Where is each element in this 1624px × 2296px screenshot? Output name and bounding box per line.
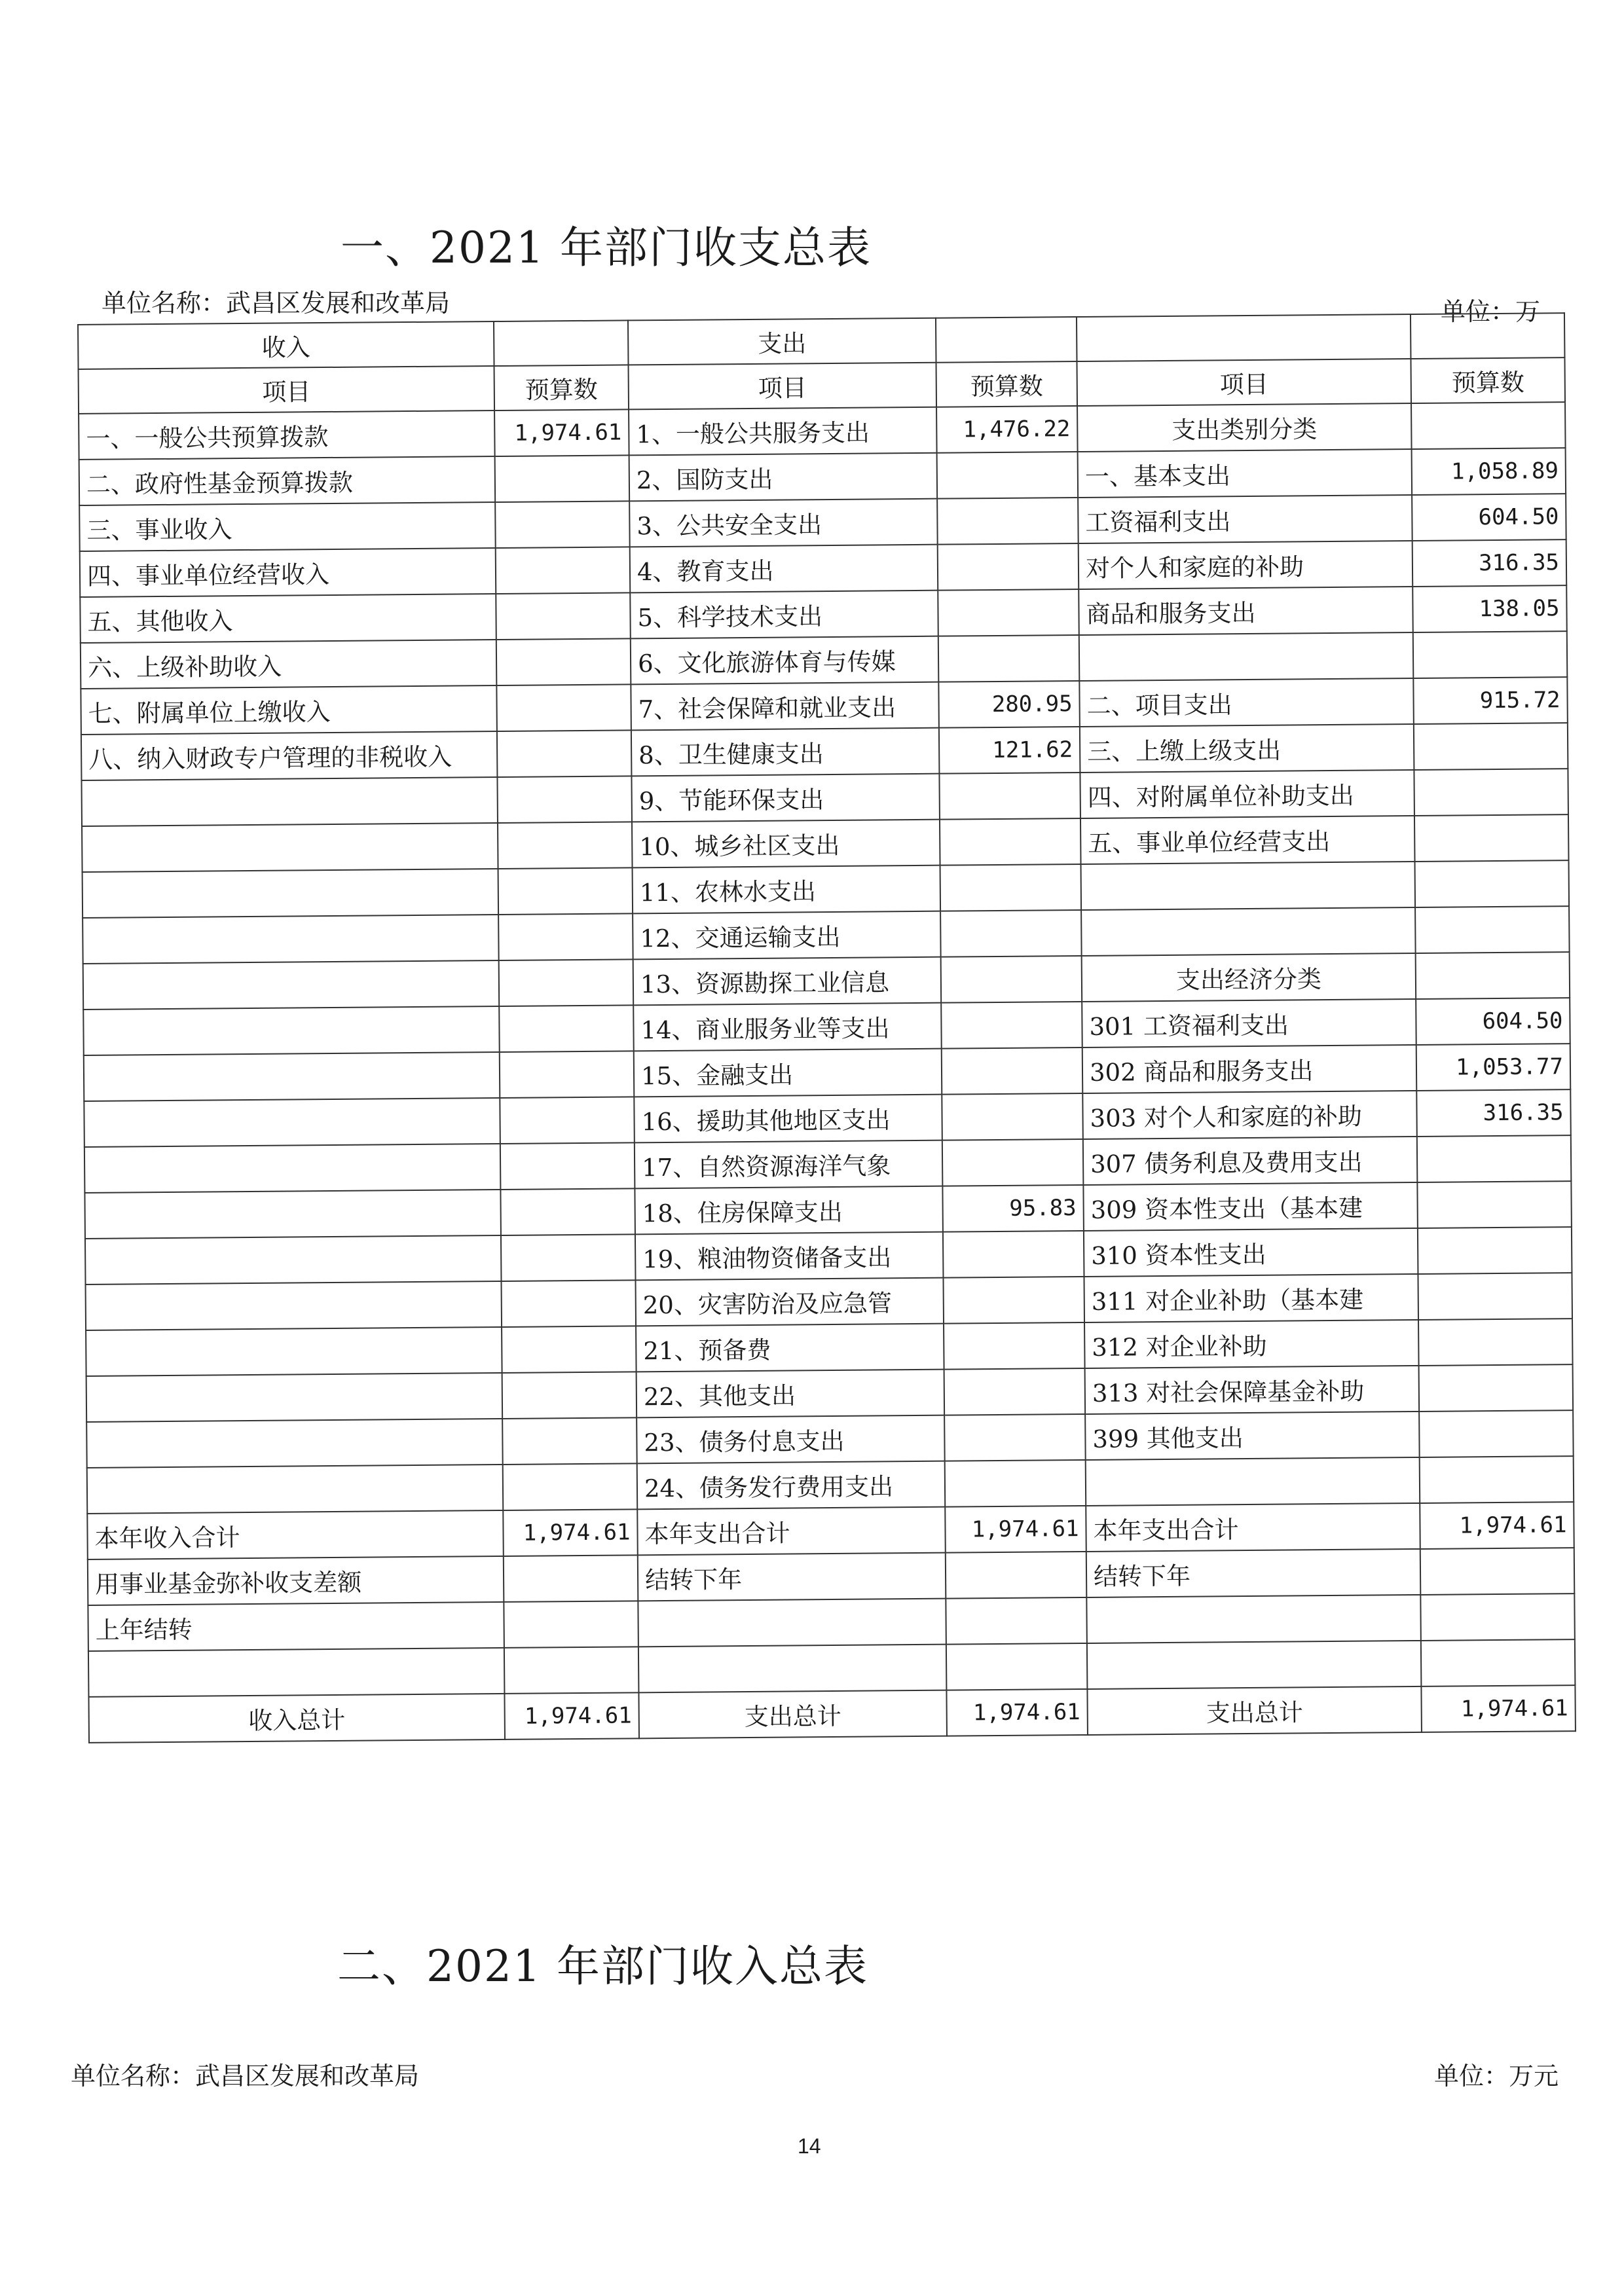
page-number: 14 bbox=[798, 2134, 821, 2158]
cell-c: 6、文化旅游体育与传媒 bbox=[631, 636, 939, 685]
cell-b bbox=[504, 1601, 638, 1648]
cell-e bbox=[1081, 907, 1416, 956]
cell-e: 302 商品和服务支出 bbox=[1082, 1045, 1417, 1093]
cell-a bbox=[83, 869, 499, 918]
cell-b bbox=[502, 1280, 637, 1327]
cell-d: 1,476.22 bbox=[936, 406, 1078, 453]
cell-e: 307 债务利息及费用支出 bbox=[1083, 1137, 1418, 1185]
cell-a: 六、上级补助收入 bbox=[81, 640, 497, 689]
cell-f bbox=[1413, 631, 1568, 678]
cell-c: 21、预备费 bbox=[636, 1324, 944, 1372]
cell-f bbox=[1417, 1135, 1572, 1182]
cell-c: 5、科学技术支出 bbox=[630, 591, 938, 639]
cell-f bbox=[1420, 1548, 1575, 1595]
cell-a bbox=[86, 1327, 502, 1376]
cell-f: 915.72 bbox=[1413, 677, 1568, 724]
page-title: 一、2021 年部门收支总表 bbox=[341, 223, 872, 273]
item-header: 项目 bbox=[1077, 359, 1411, 406]
cell-e: 313 对社会保障基金补助 bbox=[1085, 1366, 1420, 1414]
cell-c: 12、交通运输支出 bbox=[633, 911, 941, 960]
cell-a bbox=[83, 915, 499, 964]
cell-d bbox=[944, 1414, 1086, 1461]
cell-d bbox=[943, 1231, 1084, 1278]
cell-e: 支出类别分类 bbox=[1077, 403, 1412, 452]
cell-b bbox=[504, 1647, 639, 1694]
cell-f bbox=[1421, 1639, 1576, 1686]
unit-name-label: 单位名称：武昌区发展和改革局 bbox=[101, 289, 451, 318]
cell-d bbox=[946, 1597, 1087, 1645]
cell-a bbox=[83, 960, 500, 1010]
currency-unit-label-2: 单位：万元 bbox=[1434, 2062, 1559, 2090]
cell-c: 24、债务发行费用支出 bbox=[637, 1461, 946, 1510]
cell-f bbox=[1415, 860, 1570, 907]
cell-f: 1,974.61 bbox=[1420, 1502, 1574, 1549]
cell-d bbox=[937, 452, 1079, 499]
cell-f bbox=[1419, 1364, 1574, 1412]
cell-b bbox=[504, 1555, 638, 1602]
cell-a bbox=[85, 1235, 502, 1285]
cell-a bbox=[84, 1190, 501, 1239]
budget-header: 预算数 bbox=[1411, 357, 1565, 403]
cell-a bbox=[84, 1052, 500, 1101]
cell-d bbox=[939, 773, 1080, 820]
cell-e bbox=[1086, 1595, 1421, 1643]
cell-c: 22、其他支出 bbox=[637, 1370, 945, 1418]
cell-f: 1,053.77 bbox=[1416, 1044, 1571, 1091]
cell-f: 316.35 bbox=[1416, 1089, 1571, 1137]
cell-e: 309 资本性支出（基本建 bbox=[1083, 1182, 1418, 1231]
income-header: 收入 bbox=[78, 321, 494, 369]
cell-d bbox=[938, 543, 1079, 591]
cell-e: 支出总计 bbox=[1087, 1686, 1422, 1735]
cell-c: 10、城乡社区支出 bbox=[632, 820, 940, 868]
cell-e: 303 对个人和家庭的补助 bbox=[1082, 1091, 1417, 1139]
cell-c: 20、灾害防治及应急管 bbox=[635, 1278, 944, 1326]
cell-f bbox=[1415, 906, 1570, 953]
cell-c: 13、资源勘探工业信息 bbox=[633, 957, 942, 1006]
cell-d bbox=[942, 1093, 1083, 1140]
cell-c: 1、一般公共服务支出 bbox=[629, 407, 937, 456]
cell-f bbox=[1414, 814, 1569, 862]
item-header: 项目 bbox=[79, 366, 495, 414]
cell-d bbox=[942, 1139, 1084, 1186]
cell-b: 1,974.61 bbox=[494, 409, 629, 456]
cell-f bbox=[1416, 952, 1570, 999]
cell-d bbox=[941, 956, 1082, 1003]
cell-a: 七、附属单位上缴收入 bbox=[81, 685, 497, 735]
cell-c: 11、农林水支出 bbox=[633, 866, 941, 914]
cell-b bbox=[502, 1372, 637, 1419]
cell-e: 301 工资福利支出 bbox=[1082, 999, 1416, 1048]
cell-e: 商品和服务支出 bbox=[1079, 587, 1413, 635]
cell-c: 23、债务付息支出 bbox=[637, 1415, 945, 1464]
cell-f bbox=[1419, 1410, 1574, 1457]
cell-f bbox=[1411, 402, 1566, 449]
cell-c: 19、粮油物资储备支出 bbox=[635, 1232, 944, 1281]
cell-b bbox=[498, 867, 633, 915]
cell-d bbox=[938, 589, 1079, 636]
budget-summary-table bbox=[77, 312, 1576, 1743]
cell-c: 16、援助其他地区支出 bbox=[634, 1095, 942, 1143]
cell-f bbox=[1418, 1227, 1572, 1274]
cell-b bbox=[503, 1463, 638, 1510]
cell-a bbox=[88, 1648, 505, 1697]
budget-header: 预算数 bbox=[494, 365, 629, 410]
cell-e: 对个人和家庭的补助 bbox=[1079, 541, 1413, 589]
cell-f bbox=[1414, 723, 1568, 770]
cell-d bbox=[944, 1322, 1085, 1370]
section-title-2: 二、2021 年部门收入总表 bbox=[337, 1941, 868, 1992]
cell-d bbox=[946, 1643, 1088, 1690]
cell-a bbox=[81, 777, 498, 826]
cell-d: 121.62 bbox=[939, 727, 1080, 774]
cell-f: 604.50 bbox=[1416, 998, 1570, 1045]
cell-b bbox=[495, 501, 630, 548]
cell-a: 一、一般公共预算拨款 bbox=[79, 410, 495, 460]
cell-d bbox=[938, 635, 1080, 682]
cell-e: 三、上缴上级支出 bbox=[1080, 724, 1414, 773]
cell-c: 15、金融支出 bbox=[634, 1049, 942, 1097]
cell-d: 280.95 bbox=[938, 681, 1080, 728]
expense-header: 支出 bbox=[628, 318, 936, 365]
cell-a: 用事业基金弥补收支差额 bbox=[88, 1556, 504, 1605]
cell-a: 四、事业单位经营收入 bbox=[80, 548, 496, 597]
cell-d bbox=[940, 864, 1082, 911]
cell-c bbox=[638, 1645, 947, 1693]
cell-d bbox=[946, 1552, 1087, 1599]
cell-f bbox=[1420, 1456, 1574, 1503]
cell-a bbox=[83, 1006, 500, 1055]
cell-b: 1,974.61 bbox=[504, 1692, 639, 1740]
cell-b bbox=[502, 1417, 637, 1465]
cell-a: 上年结转 bbox=[88, 1602, 504, 1651]
cell-c: 7、社会保障和就业支出 bbox=[631, 682, 939, 731]
cell-e bbox=[1087, 1641, 1422, 1689]
cell-e: 399 其他支出 bbox=[1085, 1412, 1420, 1460]
cell-c: 2、国防支出 bbox=[629, 453, 938, 501]
cell-e bbox=[1079, 632, 1414, 681]
cell-c: 9、节能环保支出 bbox=[631, 774, 940, 822]
cell-f: 316.35 bbox=[1412, 539, 1567, 587]
cell-b bbox=[496, 638, 631, 685]
cell-e bbox=[1081, 862, 1416, 910]
item-header: 项目 bbox=[629, 363, 937, 410]
cell-e: 五、事业单位经营支出 bbox=[1080, 816, 1415, 864]
cell-b bbox=[495, 455, 630, 502]
cell-b bbox=[497, 776, 632, 823]
cell-f bbox=[1418, 1273, 1572, 1320]
cell-a bbox=[86, 1373, 503, 1422]
cell-d bbox=[945, 1460, 1086, 1507]
cell-b: 1,974.61 bbox=[503, 1509, 638, 1556]
cell-a bbox=[84, 1144, 501, 1193]
cell-a bbox=[86, 1281, 502, 1330]
cell-f: 1,058.89 bbox=[1412, 448, 1566, 495]
cell-b bbox=[496, 547, 631, 594]
cell-a bbox=[86, 1419, 503, 1468]
cell-e: 一、基本支出 bbox=[1078, 449, 1412, 498]
cell-a: 五、其他收入 bbox=[80, 594, 496, 643]
cell-d bbox=[942, 1048, 1083, 1095]
cell-b bbox=[496, 592, 631, 640]
cell-b bbox=[501, 1234, 636, 1281]
cell-b bbox=[500, 1142, 635, 1190]
cell-c: 结转下年 bbox=[638, 1553, 946, 1601]
cell-a: 本年收入合计 bbox=[87, 1510, 504, 1559]
cell-e: 支出经济分类 bbox=[1082, 953, 1416, 1002]
cell-d bbox=[940, 818, 1081, 866]
cell-c: 4、教育支出 bbox=[630, 545, 938, 593]
cell-d bbox=[941, 1002, 1082, 1049]
cell-e: 311 对企业补助（基本建 bbox=[1084, 1274, 1418, 1322]
cell-e: 工资福利支出 bbox=[1078, 495, 1412, 543]
cell-b bbox=[499, 1005, 634, 1052]
cell-c: 14、商业服务业等支出 bbox=[633, 1003, 942, 1051]
cell-b bbox=[500, 1051, 635, 1098]
cell-e: 本年支出合计 bbox=[1086, 1503, 1420, 1552]
cell-f bbox=[1414, 769, 1568, 816]
cell-b bbox=[502, 1326, 637, 1373]
cell-a: 八、纳入财政专户管理的非税收入 bbox=[81, 731, 498, 780]
cell-b bbox=[497, 730, 632, 777]
cell-c: 8、卫生健康支出 bbox=[631, 728, 940, 776]
cell-d: 1,974.61 bbox=[946, 1689, 1088, 1736]
cell-d: 1,974.61 bbox=[945, 1506, 1086, 1553]
cell-b bbox=[498, 822, 633, 869]
cell-f bbox=[1417, 1181, 1572, 1228]
cell-c bbox=[638, 1599, 946, 1647]
cell-a: 二、政府性基金预算拨款 bbox=[79, 456, 496, 505]
cell-e: 四、对附属单位补助支出 bbox=[1080, 770, 1414, 818]
cell-f: 138.05 bbox=[1412, 585, 1567, 632]
cell-a: 三、事业收入 bbox=[79, 502, 496, 551]
budget-header: 预算数 bbox=[936, 361, 1078, 407]
cell-e: 二、项目支出 bbox=[1079, 678, 1414, 727]
cell-c: 17、自然资源海洋气象 bbox=[635, 1140, 943, 1189]
cell-d bbox=[940, 910, 1082, 957]
cell-d bbox=[937, 498, 1079, 545]
cell-c: 3、公共安全支出 bbox=[629, 499, 938, 547]
cell-f bbox=[1420, 1594, 1575, 1641]
cell-c: 本年支出合计 bbox=[637, 1507, 946, 1556]
cell-b bbox=[496, 684, 631, 731]
cell-b bbox=[498, 913, 633, 960]
cell-a bbox=[87, 1465, 504, 1514]
cell-e: 312 对企业补助 bbox=[1084, 1320, 1419, 1368]
cell-f: 1,974.61 bbox=[1421, 1685, 1576, 1732]
cell-e: 310 资本性支出 bbox=[1084, 1228, 1418, 1277]
cell-a: 收入总计 bbox=[88, 1694, 505, 1743]
cell-d bbox=[943, 1277, 1084, 1324]
cell-d: 95.83 bbox=[942, 1185, 1084, 1232]
cell-b bbox=[499, 959, 634, 1006]
cell-b bbox=[500, 1188, 635, 1235]
cell-d bbox=[944, 1368, 1086, 1415]
cell-f bbox=[1418, 1319, 1573, 1366]
unit-name-label-2: 单位名称：武昌区发展和改革局 bbox=[71, 2062, 420, 2090]
currency-unit-label: 单位：万 bbox=[1441, 297, 1541, 326]
cell-c: 18、住房保障支出 bbox=[635, 1186, 943, 1235]
cell-e: 结转下年 bbox=[1086, 1549, 1421, 1597]
cell-f: 604.50 bbox=[1412, 494, 1566, 541]
cell-b bbox=[500, 1097, 635, 1144]
cell-a bbox=[82, 823, 498, 872]
cell-e bbox=[1086, 1457, 1420, 1506]
cell-c: 支出总计 bbox=[638, 1690, 947, 1739]
cell-a bbox=[84, 1098, 500, 1147]
